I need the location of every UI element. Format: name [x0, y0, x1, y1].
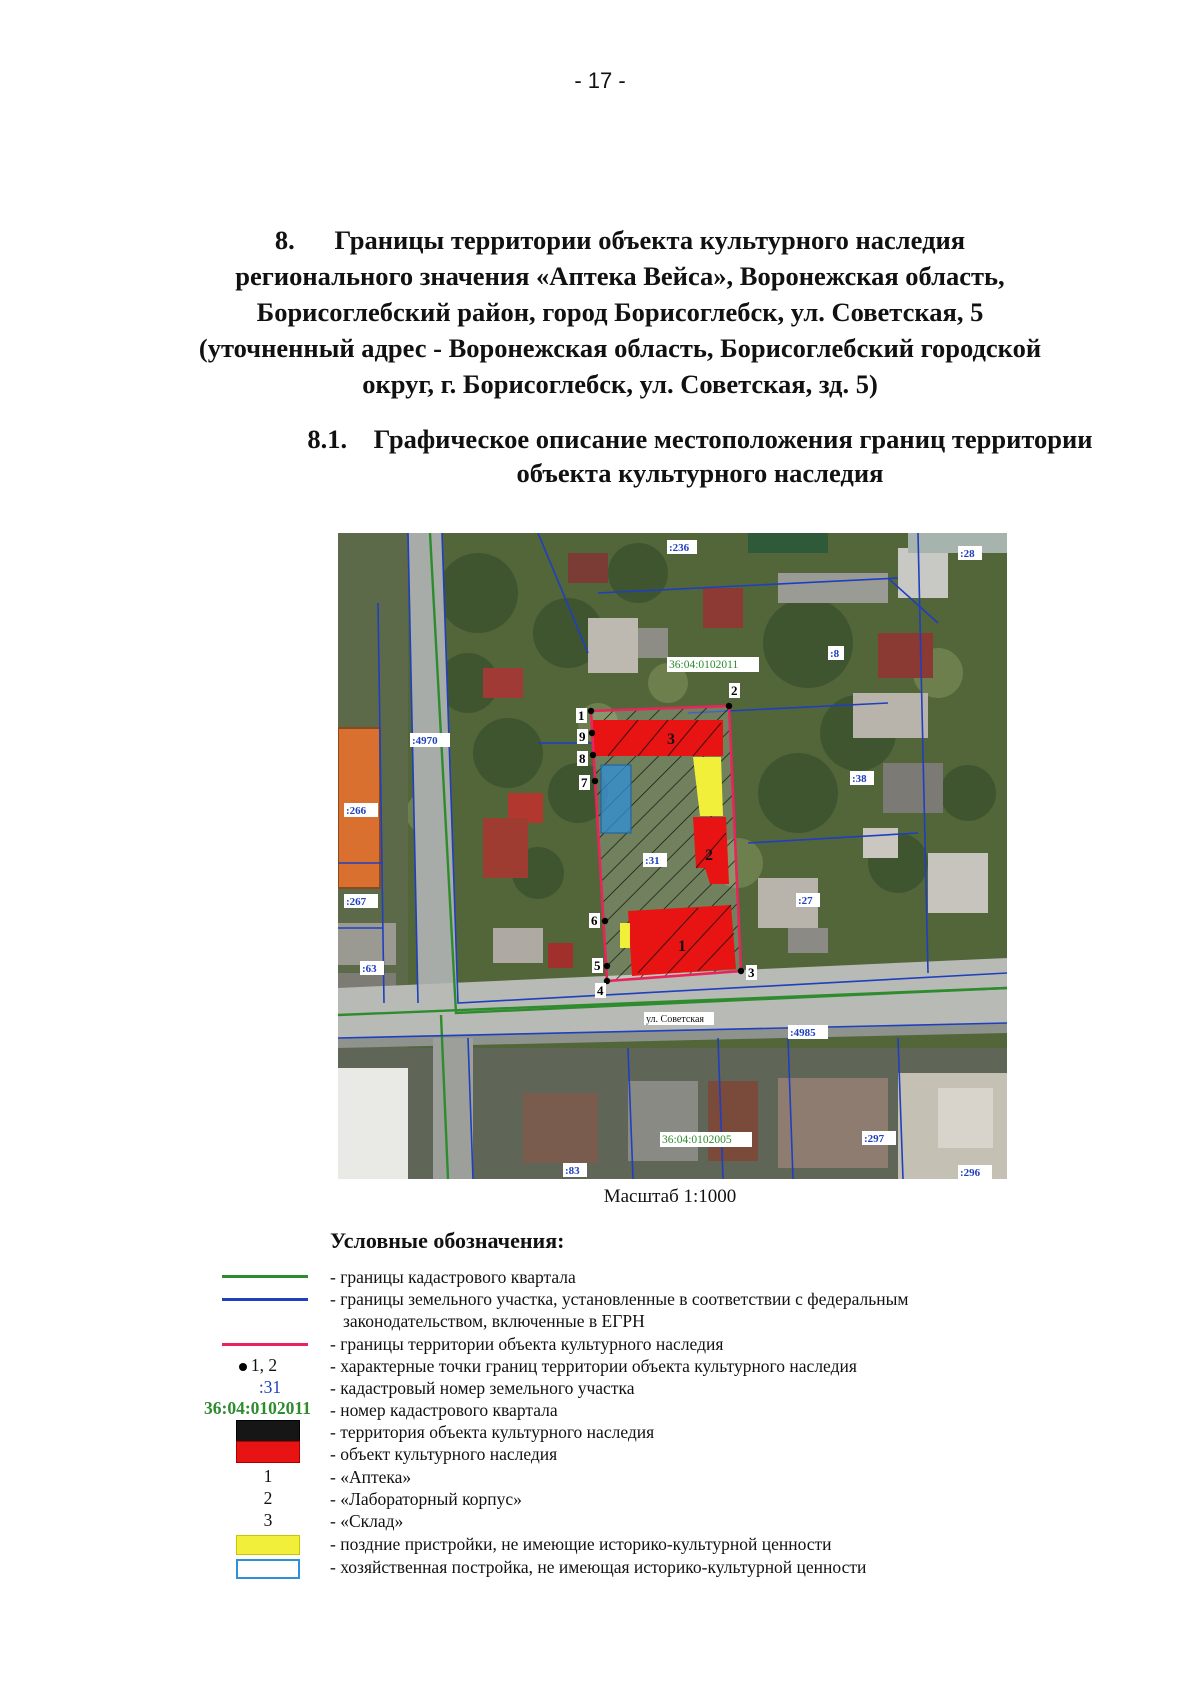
boundary-point: [726, 703, 732, 709]
legend-item: - границы кадастрового квартала: [330, 1267, 576, 1287]
boundary-point: [604, 963, 610, 969]
point-label: 3: [748, 965, 755, 980]
boundary-point: [589, 730, 595, 736]
section-8-line: 8. Границы территории объекта культурного наследия: [274, 225, 966, 255]
point-label: 2: [731, 683, 738, 698]
boundary-point: [588, 708, 594, 714]
parcel-label: :236: [669, 542, 690, 554]
legend-item: - характерные точки границ территории объекта культурного наследия: [330, 1356, 857, 1376]
late-extension-symbol: [236, 1535, 300, 1555]
section-8-line: Борисоглебский район, город Борисоглебск, ул. Советская, 5: [256, 297, 984, 327]
street-label: ул. Советская: [646, 1014, 704, 1025]
legend-item: - хозяйственная постройка, не имеющая историко-культурной ценности: [330, 1557, 867, 1577]
legend-title: Условные обозначения:: [330, 1228, 565, 1253]
quarter-border-symbol: [222, 1275, 308, 1278]
building-number: 3: [667, 731, 675, 748]
map-scale: Масштаб 1:1000: [603, 1186, 737, 1207]
heritage-border-symbol: [222, 1343, 308, 1346]
point-label: 1: [578, 708, 585, 723]
boundary-point: [738, 968, 744, 974]
parcel-label: :266: [346, 805, 367, 817]
quarter-number-symbol: 36:04:0102011: [204, 1398, 311, 1418]
legend-item: - границы земельного участка, установленные в соответствии с федеральным: [330, 1289, 909, 1309]
boundary-point: [590, 752, 596, 758]
point-label: 7: [581, 775, 588, 790]
parcel-label: :63: [362, 963, 377, 975]
building-number: 1: [678, 938, 686, 955]
utility-building-symbol: [236, 1559, 300, 1579]
parcel-label: :27: [798, 895, 813, 907]
building-3-symbol: 3: [263, 1510, 273, 1530]
section-8-heading: [180, 222, 1060, 402]
page-number: - 17 -: [574, 68, 626, 93]
parcel-border-symbol: [222, 1298, 308, 1301]
parcel-label: :297: [864, 1133, 885, 1145]
point-label: 5: [594, 958, 601, 973]
point-dot-icon: [239, 1363, 247, 1371]
heritage-object-symbol: [236, 1441, 300, 1463]
legend-item: - поздние пристройки, не имеющие историко-культурной ценности: [330, 1534, 832, 1554]
point-label: 4: [597, 983, 604, 998]
parcel-label: :83: [565, 1165, 580, 1177]
boundary-point: [592, 778, 598, 784]
building-2-symbol: 2: [263, 1488, 273, 1508]
legend-item: - «Лабораторный корпус»: [330, 1489, 522, 1509]
building-number: 2: [705, 847, 713, 864]
point-label: 9: [579, 729, 586, 744]
parcel-label: :8: [830, 648, 840, 660]
parcel-label: :38: [852, 773, 867, 785]
legend-item: - объект культурного наследия: [330, 1444, 558, 1464]
point-symbol-label: 1, 2: [250, 1355, 278, 1375]
legend-item: - «Аптека»: [330, 1467, 412, 1487]
section-8-line: (уточненный адрес - Воронежская область, Борисоглебский городской: [198, 333, 1042, 363]
parcel-label: :31: [645, 855, 660, 867]
heritage-territory-symbol: [236, 1420, 300, 1442]
legend-item: - территория объекта культурного наследия: [330, 1422, 655, 1442]
quarter-label: 36:04:0102005: [662, 1134, 732, 1146]
building-1-symbol: 1: [263, 1466, 273, 1486]
section-8-1-line: объекта культурного наследия: [516, 458, 884, 488]
legend-item: - границы территории объекта культурного наследия: [330, 1334, 724, 1354]
point-symbol: [228, 1355, 288, 1376]
section-8-line: округ, г. Борисоглебск, ул. Советская, зд. 5): [362, 369, 878, 399]
parcel-label: :296: [960, 1167, 981, 1179]
parcel-label: :4970: [412, 735, 438, 747]
legend-item: законодательством, включенные в ЕГРН: [343, 1311, 645, 1331]
legend-item: - номер кадастрового квартала: [330, 1400, 558, 1420]
legend-item: - «Склад»: [330, 1511, 404, 1531]
point-label: 8: [579, 751, 586, 766]
boundary-point: [602, 918, 608, 924]
quarter-label: 36:04:0102011: [669, 659, 739, 671]
point-label: 6: [591, 913, 598, 928]
aerial-map: [338, 533, 1007, 1179]
parcel-label: :28: [960, 548, 975, 560]
parcel-number-symbol: :31: [258, 1377, 282, 1397]
section-8-1-line: 8.1. Графическое описание местоположения границ территории: [307, 424, 1093, 454]
section-8-1-heading: [260, 422, 1140, 490]
section-8-line: регионального значения «Аптека Вейса», Воронежская область,: [235, 261, 1005, 291]
parcel-label: :4985: [790, 1027, 816, 1039]
legend-item: - кадастровый номер земельного участка: [330, 1378, 635, 1398]
parcel-label: :267: [346, 896, 367, 908]
